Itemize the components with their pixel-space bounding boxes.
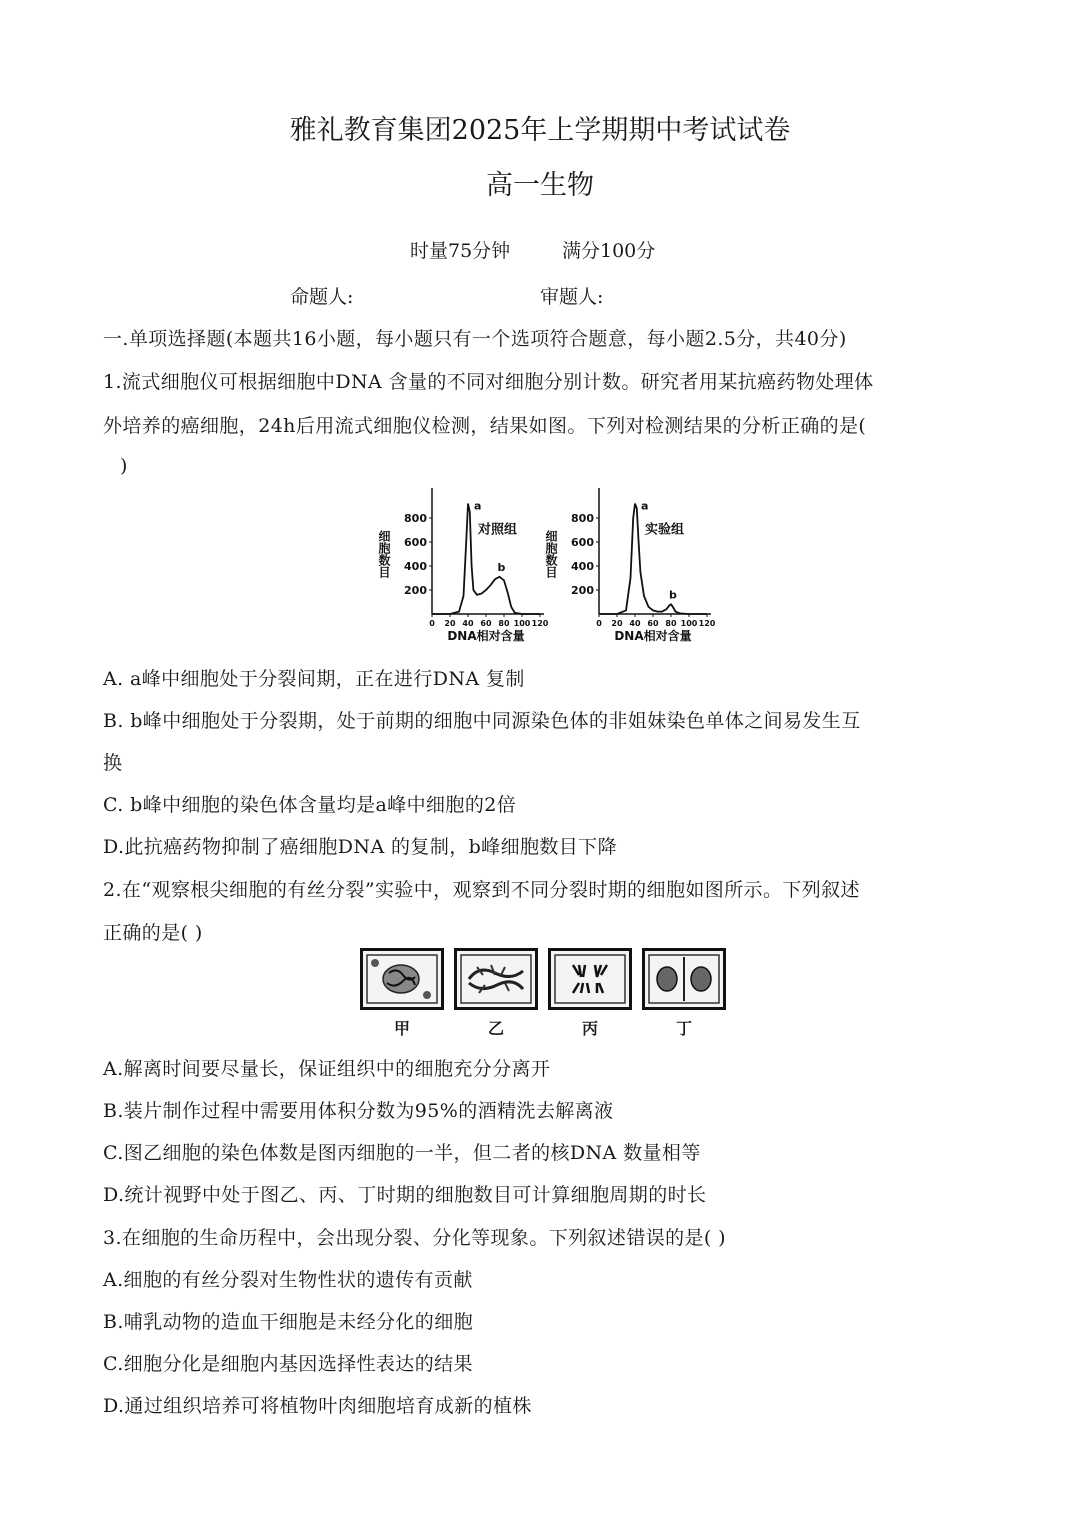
q3-option-c: C.细胞分化是细胞内基因选择性表达的结果 [103,1353,473,1375]
y-tick-label: 400 [571,560,594,573]
q3-option-b: B.哺乳动物的造血干细胞是未经分化的细胞 [103,1311,474,1333]
x-tick-label: 100 [680,619,698,628]
cell-image-yi [454,948,538,1010]
x-tick-label: 60 [480,619,492,628]
q2-option-d: D.统计视野中处于图乙、丙、丁时期的细胞数目可计算细胞周期的时长 [103,1184,707,1206]
q1-option-c: C. b峰中细胞的染色体含量均是a峰中细胞的2倍 [103,794,517,816]
chart-title: 实验组 [645,522,685,538]
cell-label-ding: 丁 [675,1019,692,1038]
x-tick-label: 60 [647,619,659,628]
x-tick-label: 0 [429,619,435,628]
q3-option-d: D.通过组织培养可将植物叶肉细胞培育成新的植株 [103,1395,532,1417]
cell-drawing-jia [363,951,441,1007]
y-tick-label: 200 [571,584,594,597]
q1-option-b-line2: 换 [103,752,123,774]
q2-stem-line1: 2.在“观察根尖细胞的有丝分裂”实验中，观察到不同分裂时期的细胞如图所示。下列叙述 [103,879,860,901]
y-axis-label: 细胞数目 [377,530,391,578]
cell-drawing-bing [551,951,629,1007]
y-tick-label: 800 [571,512,594,525]
x-tick-label: 80 [665,619,677,628]
series-line [599,504,707,614]
x-tick-label: 0 [596,619,602,628]
x-tick-label: 20 [611,619,623,628]
q2-stem-line2: 正确的是( ) [103,922,203,944]
cell-label-jia: 甲 [393,1019,410,1038]
series-line [432,504,540,614]
reviewer-label: 审题人: [540,286,604,308]
q1-option-b-line1: B. b峰中细胞处于分裂期，处于前期的细胞中同源染色体的非姐妹染色单体之间易发生互 [103,710,861,732]
exam-title: 雅礼教育集团2025年上学期期中考试试卷 [289,115,791,146]
peak-label-a: a [474,499,482,513]
cell-drawing-yi [457,951,535,1007]
q2-option-a: A.解离时间要尽量长，保证组织中的细胞充分分离开 [103,1058,551,1080]
q1-stem-line1: 1.流式细胞仪可根据细胞中DNA 含量的不同对细胞分别计数。研究者用某抗癌药物处理体 [103,371,874,393]
q3-stem: 3.在细胞的生命历程中，会出现分裂、分化等现象。下列叙述错误的是( ) [103,1227,726,1249]
q2-option-b: B.装片制作过程中需要用体积分数为95%的酒精洗去解离液 [103,1100,614,1122]
y-tick-label: 600 [404,536,427,549]
cell-image-jia [360,948,444,1010]
time-label: 时量75分钟 [410,240,511,262]
x-tick-label: 40 [462,619,474,628]
y-tick-label: 400 [404,560,427,573]
x-tick-label: 20 [444,619,456,628]
author-label: 命题人: [290,286,354,308]
q2-option-c: C.图乙细胞的染色体数是图丙细胞的一半，但二者的核DNA 数量相等 [103,1142,701,1164]
section-heading: 一.单项选择题(本题共16小题，每小题只有一个选项符合题意，每小题2.5分，共40分) [103,328,847,350]
x-axis-label: DNA相对含量 [614,629,692,643]
q1-stem-line2: 外培养的癌细胞，24h后用流式细胞仪检测，结果如图。下列对检测结果的分析正确的是( [103,415,867,437]
cell-image-bing [548,948,632,1010]
q1-option-d: D.此抗癌药物抑制了癌细胞DNA 的复制，b峰细胞数目下降 [103,836,617,858]
cell-label-yi: 乙 [487,1019,504,1038]
x-axis-label: DNA相对含量 [447,629,525,643]
y-tick-label: 200 [404,584,427,597]
peak-label-a: a [641,499,649,513]
chart-control-group [370,482,555,646]
chart-title: 对照组 [478,522,518,538]
x-tick-label: 80 [498,619,510,628]
cell-drawing-ding [645,951,723,1007]
q3-option-a: A.细胞的有丝分裂对生物性状的遗传有贡献 [103,1269,473,1291]
q1-stem-line3: ) [120,455,128,477]
q1-option-a: A. a峰中细胞处于分裂间期，正在进行DNA 复制 [103,668,525,690]
y-tick-label: 800 [404,512,427,525]
peak-label-b: b [497,560,506,574]
cell-image-ding [642,948,726,1010]
y-tick-label: 600 [571,536,594,549]
x-tick-label: 120 [698,619,716,628]
chart-experimental-group [537,482,722,646]
score-label: 满分100分 [562,240,656,262]
subject-title: 高一生物 [486,170,594,201]
x-tick-label: 100 [513,619,531,628]
peak-label-b: b [669,588,677,602]
cell-label-bing: 丙 [581,1019,598,1038]
x-tick-label: 40 [629,619,641,628]
x-tick-label: 120 [531,619,549,628]
y-axis-label: 细胞数目 [544,530,558,578]
